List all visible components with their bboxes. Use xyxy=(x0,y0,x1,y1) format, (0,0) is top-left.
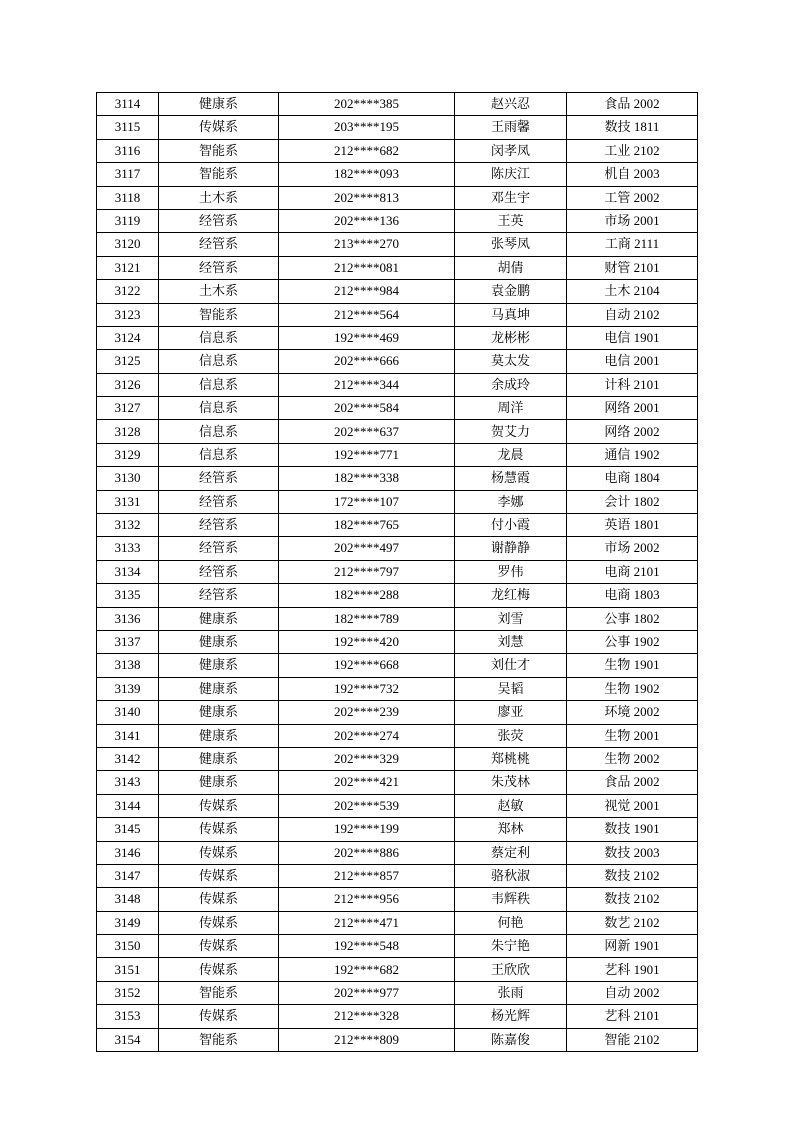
cell-num: 172****107 xyxy=(279,490,455,513)
cell-num: 202****539 xyxy=(279,794,455,817)
cell-num: 192****199 xyxy=(279,818,455,841)
cell-class: 生物 2001 xyxy=(567,724,698,747)
cell-dept: 健康系 xyxy=(159,607,279,630)
cell-name: 王欣欣 xyxy=(455,958,567,981)
cell-class: 计科 2101 xyxy=(567,373,698,396)
cell-class: 公事 1902 xyxy=(567,630,698,653)
table-row xyxy=(97,747,698,770)
table-row xyxy=(97,771,698,794)
cell-class: 食品 2002 xyxy=(567,771,698,794)
cell-class: 网新 1901 xyxy=(567,935,698,958)
cell-id: 3132 xyxy=(97,514,159,537)
cell-dept: 智能系 xyxy=(159,163,279,186)
cell-id: 3125 xyxy=(97,350,159,373)
cell-name: 郑桃桃 xyxy=(455,747,567,770)
cell-class: 网络 2001 xyxy=(567,397,698,420)
table-row xyxy=(97,514,698,537)
cell-id: 3144 xyxy=(97,794,159,817)
table-row xyxy=(97,911,698,934)
cell-class: 自动 2002 xyxy=(567,981,698,1004)
cell-dept: 信息系 xyxy=(159,420,279,443)
cell-num: 212****471 xyxy=(279,911,455,934)
cell-num: 212****564 xyxy=(279,303,455,326)
cell-dept: 健康系 xyxy=(159,677,279,700)
cell-name: 龙红梅 xyxy=(455,584,567,607)
cell-name: 龙彬彬 xyxy=(455,326,567,349)
cell-class: 机自 2003 xyxy=(567,163,698,186)
cell-class: 市场 2001 xyxy=(567,209,698,232)
cell-num: 192****469 xyxy=(279,326,455,349)
cell-class: 电信 1901 xyxy=(567,326,698,349)
cell-dept: 经管系 xyxy=(159,490,279,513)
cell-name: 莫太发 xyxy=(455,350,567,373)
cell-class: 数技 2102 xyxy=(567,864,698,887)
cell-dept: 传媒系 xyxy=(159,1005,279,1028)
cell-dept: 信息系 xyxy=(159,397,279,420)
cell-id: 3142 xyxy=(97,747,159,770)
table-row xyxy=(97,93,698,116)
cell-num: 192****420 xyxy=(279,630,455,653)
cell-id: 3127 xyxy=(97,397,159,420)
cell-id: 3148 xyxy=(97,888,159,911)
cell-id: 3115 xyxy=(97,116,159,139)
cell-dept: 健康系 xyxy=(159,724,279,747)
cell-num: 202****584 xyxy=(279,397,455,420)
cell-name: 马真坤 xyxy=(455,303,567,326)
table-row xyxy=(97,958,698,981)
cell-num: 182****789 xyxy=(279,607,455,630)
cell-dept: 健康系 xyxy=(159,654,279,677)
cell-id: 3121 xyxy=(97,256,159,279)
cell-dept: 信息系 xyxy=(159,350,279,373)
cell-dept: 土木系 xyxy=(159,280,279,303)
table-row xyxy=(97,607,698,630)
cell-num: 202****329 xyxy=(279,747,455,770)
cell-num: 202****239 xyxy=(279,701,455,724)
cell-num: 212****857 xyxy=(279,864,455,887)
table-row xyxy=(97,841,698,864)
cell-num: 192****771 xyxy=(279,443,455,466)
cell-class: 数技 2102 xyxy=(567,888,698,911)
table-row xyxy=(97,654,698,677)
cell-dept: 经管系 xyxy=(159,209,279,232)
cell-name: 刘雪 xyxy=(455,607,567,630)
cell-name: 张雨 xyxy=(455,981,567,1004)
table-row xyxy=(97,467,698,490)
cell-num: 182****288 xyxy=(279,584,455,607)
table-row xyxy=(97,864,698,887)
cell-id: 3114 xyxy=(97,93,159,116)
table-row xyxy=(97,560,698,583)
cell-num: 212****081 xyxy=(279,256,455,279)
cell-dept: 智能系 xyxy=(159,303,279,326)
cell-name: 周洋 xyxy=(455,397,567,420)
cell-class: 视觉 2001 xyxy=(567,794,698,817)
cell-name: 陈嘉俊 xyxy=(455,1028,567,1051)
cell-name: 张琴凤 xyxy=(455,233,567,256)
cell-name: 付小霞 xyxy=(455,514,567,537)
cell-id: 3150 xyxy=(97,935,159,958)
table-row xyxy=(97,537,698,560)
cell-num: 203****195 xyxy=(279,116,455,139)
cell-dept: 健康系 xyxy=(159,701,279,724)
cell-class: 会计 1802 xyxy=(567,490,698,513)
cell-name: 何艳 xyxy=(455,911,567,934)
cell-dept: 健康系 xyxy=(159,771,279,794)
cell-id: 3129 xyxy=(97,443,159,466)
cell-name: 王英 xyxy=(455,209,567,232)
cell-class: 土木 2104 xyxy=(567,280,698,303)
cell-class: 数技 1811 xyxy=(567,116,698,139)
table-row xyxy=(97,677,698,700)
cell-num: 202****497 xyxy=(279,537,455,560)
table-row xyxy=(97,818,698,841)
cell-name: 谢静静 xyxy=(455,537,567,560)
cell-dept: 信息系 xyxy=(159,443,279,466)
cell-id: 3141 xyxy=(97,724,159,747)
cell-id: 3153 xyxy=(97,1005,159,1028)
cell-num: 212****956 xyxy=(279,888,455,911)
cell-dept: 健康系 xyxy=(159,747,279,770)
table-row xyxy=(97,981,698,1004)
table-row xyxy=(97,1005,698,1028)
table-row xyxy=(97,350,698,373)
cell-class: 网络 2002 xyxy=(567,420,698,443)
table-row xyxy=(97,280,698,303)
cell-dept: 信息系 xyxy=(159,373,279,396)
cell-dept: 智能系 xyxy=(159,1028,279,1051)
table-row xyxy=(97,794,698,817)
table-row xyxy=(97,397,698,420)
cell-id: 3136 xyxy=(97,607,159,630)
cell-class: 食品 2002 xyxy=(567,93,698,116)
cell-num: 202****136 xyxy=(279,209,455,232)
cell-dept: 智能系 xyxy=(159,981,279,1004)
cell-dept: 土木系 xyxy=(159,186,279,209)
cell-num: 182****093 xyxy=(279,163,455,186)
cell-class: 生物 1902 xyxy=(567,677,698,700)
cell-class: 生物 2002 xyxy=(567,747,698,770)
cell-num: 202****977 xyxy=(279,981,455,1004)
cell-id: 3120 xyxy=(97,233,159,256)
cell-dept: 传媒系 xyxy=(159,958,279,981)
cell-num: 212****344 xyxy=(279,373,455,396)
cell-name: 吴韬 xyxy=(455,677,567,700)
cell-class: 电商 1804 xyxy=(567,467,698,490)
cell-class: 艺科 1901 xyxy=(567,958,698,981)
cell-name: 杨光辉 xyxy=(455,1005,567,1028)
cell-id: 3140 xyxy=(97,701,159,724)
cell-id: 3143 xyxy=(97,771,159,794)
cell-name: 廖亚 xyxy=(455,701,567,724)
table-row xyxy=(97,701,698,724)
table-row xyxy=(97,256,698,279)
cell-id: 3151 xyxy=(97,958,159,981)
table-row xyxy=(97,233,698,256)
cell-name: 刘慧 xyxy=(455,630,567,653)
cell-num: 202****813 xyxy=(279,186,455,209)
cell-name: 李娜 xyxy=(455,490,567,513)
cell-num: 212****984 xyxy=(279,280,455,303)
table-row xyxy=(97,186,698,209)
cell-name: 袁金鹏 xyxy=(455,280,567,303)
table-row xyxy=(97,139,698,162)
cell-name: 龙晨 xyxy=(455,443,567,466)
cell-class: 英语 1801 xyxy=(567,514,698,537)
cell-id: 3126 xyxy=(97,373,159,396)
table-row xyxy=(97,490,698,513)
cell-name: 朱宁艳 xyxy=(455,935,567,958)
table-row xyxy=(97,116,698,139)
cell-id: 3130 xyxy=(97,467,159,490)
table-row xyxy=(97,209,698,232)
cell-num: 182****765 xyxy=(279,514,455,537)
cell-id: 3149 xyxy=(97,911,159,934)
cell-name: 胡倩 xyxy=(455,256,567,279)
cell-name: 罗伟 xyxy=(455,560,567,583)
cell-class: 数技 1901 xyxy=(567,818,698,841)
cell-dept: 经管系 xyxy=(159,256,279,279)
cell-num: 202****886 xyxy=(279,841,455,864)
cell-dept: 健康系 xyxy=(159,93,279,116)
cell-class: 自动 2102 xyxy=(567,303,698,326)
cell-dept: 传媒系 xyxy=(159,935,279,958)
cell-name: 郑林 xyxy=(455,818,567,841)
cell-name: 杨慧霞 xyxy=(455,467,567,490)
cell-dept: 传媒系 xyxy=(159,911,279,934)
table-row xyxy=(97,1028,698,1051)
cell-id: 3145 xyxy=(97,818,159,841)
cell-id: 3134 xyxy=(97,560,159,583)
cell-name: 刘仕才 xyxy=(455,654,567,677)
cell-class: 数技 2003 xyxy=(567,841,698,864)
cell-num: 192****732 xyxy=(279,677,455,700)
table-row xyxy=(97,935,698,958)
cell-id: 3133 xyxy=(97,537,159,560)
cell-name: 赵兴忍 xyxy=(455,93,567,116)
cell-id: 3123 xyxy=(97,303,159,326)
cell-id: 3116 xyxy=(97,139,159,162)
cell-num: 202****637 xyxy=(279,420,455,443)
cell-id: 3152 xyxy=(97,981,159,1004)
cell-name: 张荧 xyxy=(455,724,567,747)
table-row xyxy=(97,326,698,349)
table-row xyxy=(97,163,698,186)
cell-num: 202****385 xyxy=(279,93,455,116)
cell-class: 生物 1901 xyxy=(567,654,698,677)
cell-id: 3124 xyxy=(97,326,159,349)
cell-class: 工商 2111 xyxy=(567,233,698,256)
cell-dept: 经管系 xyxy=(159,514,279,537)
table-row xyxy=(97,584,698,607)
table-row xyxy=(97,630,698,653)
cell-id: 3119 xyxy=(97,209,159,232)
table-body xyxy=(97,93,698,1052)
cell-id: 3131 xyxy=(97,490,159,513)
cell-name: 闵孝凤 xyxy=(455,139,567,162)
cell-dept: 经管系 xyxy=(159,233,279,256)
cell-class: 环境 2002 xyxy=(567,701,698,724)
cell-dept: 经管系 xyxy=(159,537,279,560)
cell-id: 3135 xyxy=(97,584,159,607)
cell-num: 192****682 xyxy=(279,958,455,981)
table-row xyxy=(97,724,698,747)
cell-class: 智能 2102 xyxy=(567,1028,698,1051)
cell-num: 212****809 xyxy=(279,1028,455,1051)
cell-name: 朱茂林 xyxy=(455,771,567,794)
cell-dept: 智能系 xyxy=(159,139,279,162)
cell-id: 3139 xyxy=(97,677,159,700)
cell-id: 3117 xyxy=(97,163,159,186)
cell-num: 213****270 xyxy=(279,233,455,256)
cell-class: 财管 2101 xyxy=(567,256,698,279)
cell-dept: 经管系 xyxy=(159,467,279,490)
cell-num: 212****328 xyxy=(279,1005,455,1028)
cell-id: 3122 xyxy=(97,280,159,303)
cell-name: 贺艾力 xyxy=(455,420,567,443)
table-row xyxy=(97,373,698,396)
cell-dept: 传媒系 xyxy=(159,818,279,841)
cell-name: 蔡定利 xyxy=(455,841,567,864)
cell-id: 3128 xyxy=(97,420,159,443)
cell-dept: 传媒系 xyxy=(159,841,279,864)
cell-id: 3138 xyxy=(97,654,159,677)
cell-num: 182****338 xyxy=(279,467,455,490)
student-roster-table xyxy=(96,92,698,1052)
cell-class: 市场 2002 xyxy=(567,537,698,560)
cell-id: 3118 xyxy=(97,186,159,209)
cell-dept: 传媒系 xyxy=(159,864,279,887)
cell-class: 艺科 2101 xyxy=(567,1005,698,1028)
cell-class: 电商 2101 xyxy=(567,560,698,583)
table-row xyxy=(97,420,698,443)
cell-dept: 传媒系 xyxy=(159,116,279,139)
cell-num: 202****421 xyxy=(279,771,455,794)
cell-name: 韦辉秩 xyxy=(455,888,567,911)
cell-num: 212****682 xyxy=(279,139,455,162)
table-row xyxy=(97,888,698,911)
table-row xyxy=(97,443,698,466)
cell-num: 212****797 xyxy=(279,560,455,583)
cell-dept: 健康系 xyxy=(159,630,279,653)
cell-class: 电信 2001 xyxy=(567,350,698,373)
cell-dept: 传媒系 xyxy=(159,888,279,911)
cell-name: 王雨馨 xyxy=(455,116,567,139)
cell-id: 3146 xyxy=(97,841,159,864)
cell-id: 3147 xyxy=(97,864,159,887)
cell-class: 电商 1803 xyxy=(567,584,698,607)
cell-class: 数艺 2102 xyxy=(567,911,698,934)
cell-name: 骆秋淑 xyxy=(455,864,567,887)
cell-name: 余成玲 xyxy=(455,373,567,396)
cell-class: 工管 2002 xyxy=(567,186,698,209)
cell-class: 工业 2102 xyxy=(567,139,698,162)
cell-dept: 经管系 xyxy=(159,560,279,583)
cell-num: 202****274 xyxy=(279,724,455,747)
cell-num: 202****666 xyxy=(279,350,455,373)
table-row xyxy=(97,303,698,326)
cell-id: 3137 xyxy=(97,630,159,653)
cell-id: 3154 xyxy=(97,1028,159,1051)
cell-num: 192****668 xyxy=(279,654,455,677)
cell-dept: 经管系 xyxy=(159,584,279,607)
cell-class: 公事 1802 xyxy=(567,607,698,630)
cell-dept: 传媒系 xyxy=(159,794,279,817)
cell-num: 192****548 xyxy=(279,935,455,958)
cell-dept: 信息系 xyxy=(159,326,279,349)
cell-name: 陈庆江 xyxy=(455,163,567,186)
cell-class: 通信 1902 xyxy=(567,443,698,466)
cell-name: 赵敏 xyxy=(455,794,567,817)
cell-name: 邓生宇 xyxy=(455,186,567,209)
